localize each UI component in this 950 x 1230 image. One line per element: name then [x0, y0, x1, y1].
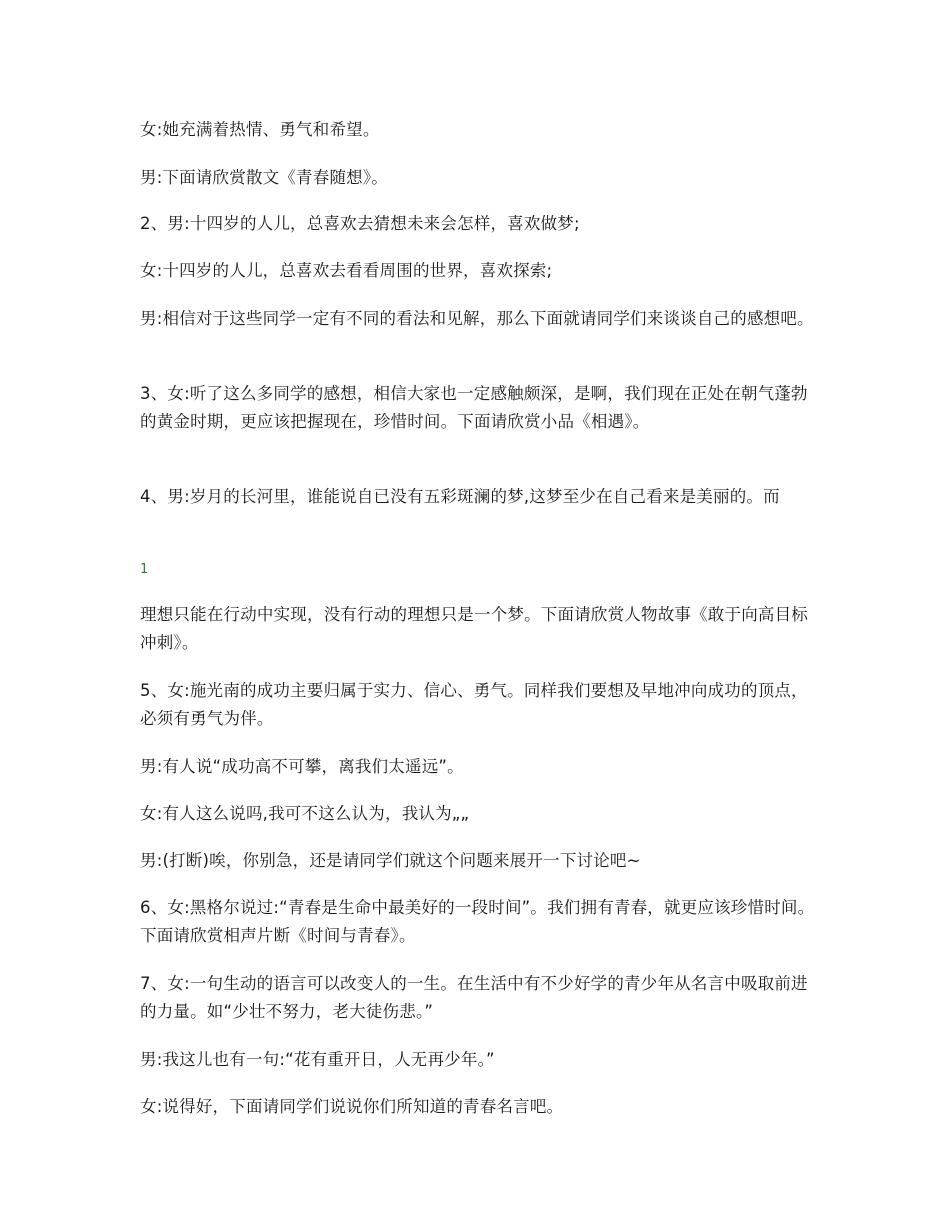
paragraph: 4、男:岁月的长河里，谁能说自已没有五彩斑澜的梦,这梦至少在自己看来是美丽的。而: [140, 487, 780, 506]
paragraph: 男:(打断)唉，你别急，还是请同学们就这个问题来展开一下讨论吧~: [140, 851, 641, 870]
paragraph: 男:相信对于这些同学一定有不同的看法和见解，那么下面就请同学们来谈谈自己的感想吧。: [140, 309, 814, 328]
paragraph: 女:十四岁的人儿，总喜欢去看看周围的世界，喜欢探索;: [140, 261, 553, 280]
paragraph: 女:说得好，下面请同学们说说你们所知道的青春名言吧。: [140, 1097, 564, 1116]
paragraph: 3、女:听了这么多同学的感想，相信大家也一定感触颇深，是啊，我们现在正处在朝气蓬勃的黄金时期，更应该把握现在，珍惜时间。下面请欣赏小品《相遇》。: [140, 384, 808, 431]
paragraph: 男:下面请欣赏散文《青春随想》。: [140, 168, 389, 187]
paragraph: 女:有人这么说吗,我可不这么认为，我认为„„: [140, 804, 470, 823]
paragraph: 6、女:黑格尔说过:“青春是生命中最美好的一段时间”。我们拥有青春，就更应该珍惜时间。下面请欣赏相声片断《时间与青春》。: [140, 898, 815, 945]
page-number: 1: [140, 562, 149, 577]
paragraph: 2、男:十四岁的人儿，总喜欢去猜想未来会怎样，喜欢做梦;: [140, 214, 580, 233]
paragraph: 5、女:施光南的成功主要归属于实力、信心、勇气。同样我们要想及早地冲向成功的顶点，必须有勇气为伴。: [140, 681, 808, 728]
paragraph: 7、女:一句生动的语言可以改变人的一生。在生活中有不少好学的青少年从名言中吸取前进的力量。如“少壮不努力，老大徒伤悲。”: [140, 974, 808, 1021]
paragraph: 理想只能在行动中实现，没有行动的理想只是一个梦。下面请欣赏人物故事《敢于向高目标冲刺》。: [140, 605, 808, 652]
paragraph: 女:她充满着热情、勇气和希望。: [140, 120, 380, 139]
paragraph: 男:我这儿也有一句:“花有重开日，人无再少年。”: [140, 1050, 495, 1069]
paragraph: 男:有人说“成功高不可攀，离我们太遥远”。: [140, 757, 464, 776]
